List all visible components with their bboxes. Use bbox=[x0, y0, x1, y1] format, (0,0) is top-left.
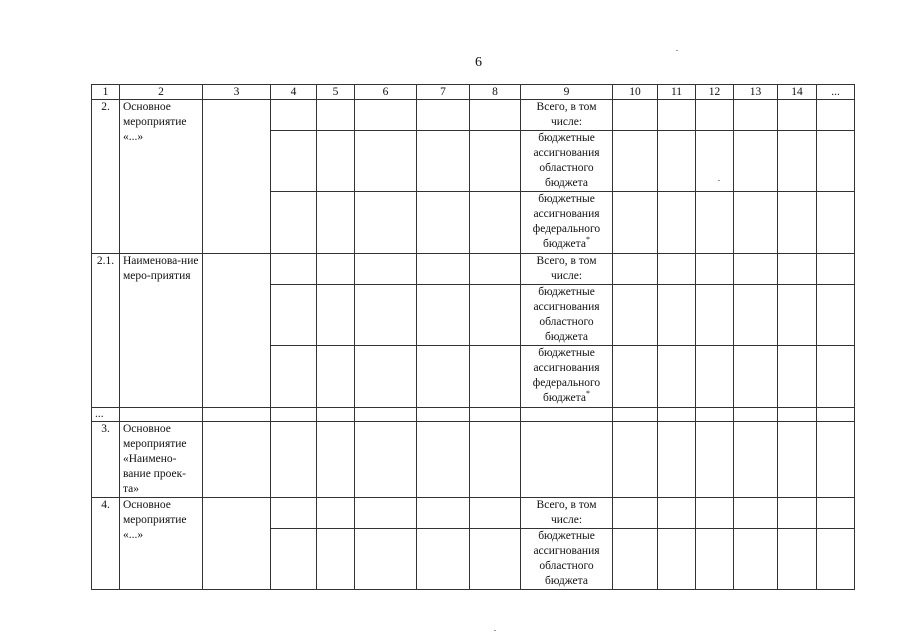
table-row bbox=[92, 100, 855, 131]
source-regional: бюджетные ассигнования областного бюджета bbox=[521, 529, 613, 590]
column-header: 9 bbox=[521, 85, 613, 100]
column-header: 3 bbox=[203, 85, 271, 100]
table-cell bbox=[203, 254, 271, 408]
table-row bbox=[92, 254, 855, 285]
table-row bbox=[92, 408, 855, 422]
column-header: 13 bbox=[734, 85, 778, 100]
scan-speck bbox=[718, 180, 720, 181]
scan-speck bbox=[494, 630, 496, 631]
source-regional: бюджетные ассигнования областного бюджета bbox=[521, 285, 613, 346]
table-row bbox=[92, 498, 855, 529]
row-number: 2. bbox=[92, 100, 120, 254]
column-header: 2 bbox=[120, 85, 203, 100]
column-header: 6 bbox=[355, 85, 417, 100]
source-regional: бюджетные ассигнования областного бюджета bbox=[521, 131, 613, 192]
budget-table bbox=[91, 84, 855, 590]
source-federal-text: бюджетные ассигнования федерального бюджета bbox=[532, 193, 601, 250]
table-row bbox=[92, 422, 855, 498]
column-header: 7 bbox=[417, 85, 470, 100]
scan-speck bbox=[676, 50, 678, 51]
column-header: 5 bbox=[317, 85, 355, 100]
page-number: 6 bbox=[475, 55, 482, 70]
source-total: Всего, в том числе: bbox=[521, 254, 613, 285]
column-header: 1 bbox=[92, 85, 120, 100]
column-header: 12 bbox=[696, 85, 734, 100]
source-federal bbox=[521, 346, 613, 408]
column-header: 11 bbox=[658, 85, 696, 100]
footnote-mark: * bbox=[585, 235, 590, 245]
table-cell bbox=[203, 498, 271, 590]
column-number-row bbox=[92, 85, 855, 100]
footnote-mark: * bbox=[585, 389, 590, 399]
column-header: 10 bbox=[613, 85, 658, 100]
source-federal bbox=[521, 192, 613, 254]
row-number: ... bbox=[92, 408, 120, 422]
row-number: 3. bbox=[92, 422, 120, 498]
table-cell bbox=[203, 100, 271, 254]
column-header: 4 bbox=[271, 85, 317, 100]
source-total: Всего, в том числе: bbox=[521, 100, 613, 131]
row-number: 2.1. bbox=[92, 254, 120, 408]
row-number: 4. bbox=[92, 498, 120, 590]
column-header: 14 bbox=[778, 85, 817, 100]
column-header: 8 bbox=[470, 85, 521, 100]
column-header: ... bbox=[817, 85, 855, 100]
row-name: Наименова-ние меро-приятия bbox=[120, 254, 203, 408]
row-name: Основное мероприятие «...» bbox=[120, 498, 203, 590]
source-federal-text: бюджетные ассигнования федерального бюджета bbox=[532, 347, 601, 404]
row-name: Основное мероприятие «...» bbox=[120, 100, 203, 254]
source-total: Всего, в том числе: bbox=[521, 498, 613, 529]
row-name: Основное мероприятие «Наимено-вание проек-та» bbox=[120, 422, 203, 498]
